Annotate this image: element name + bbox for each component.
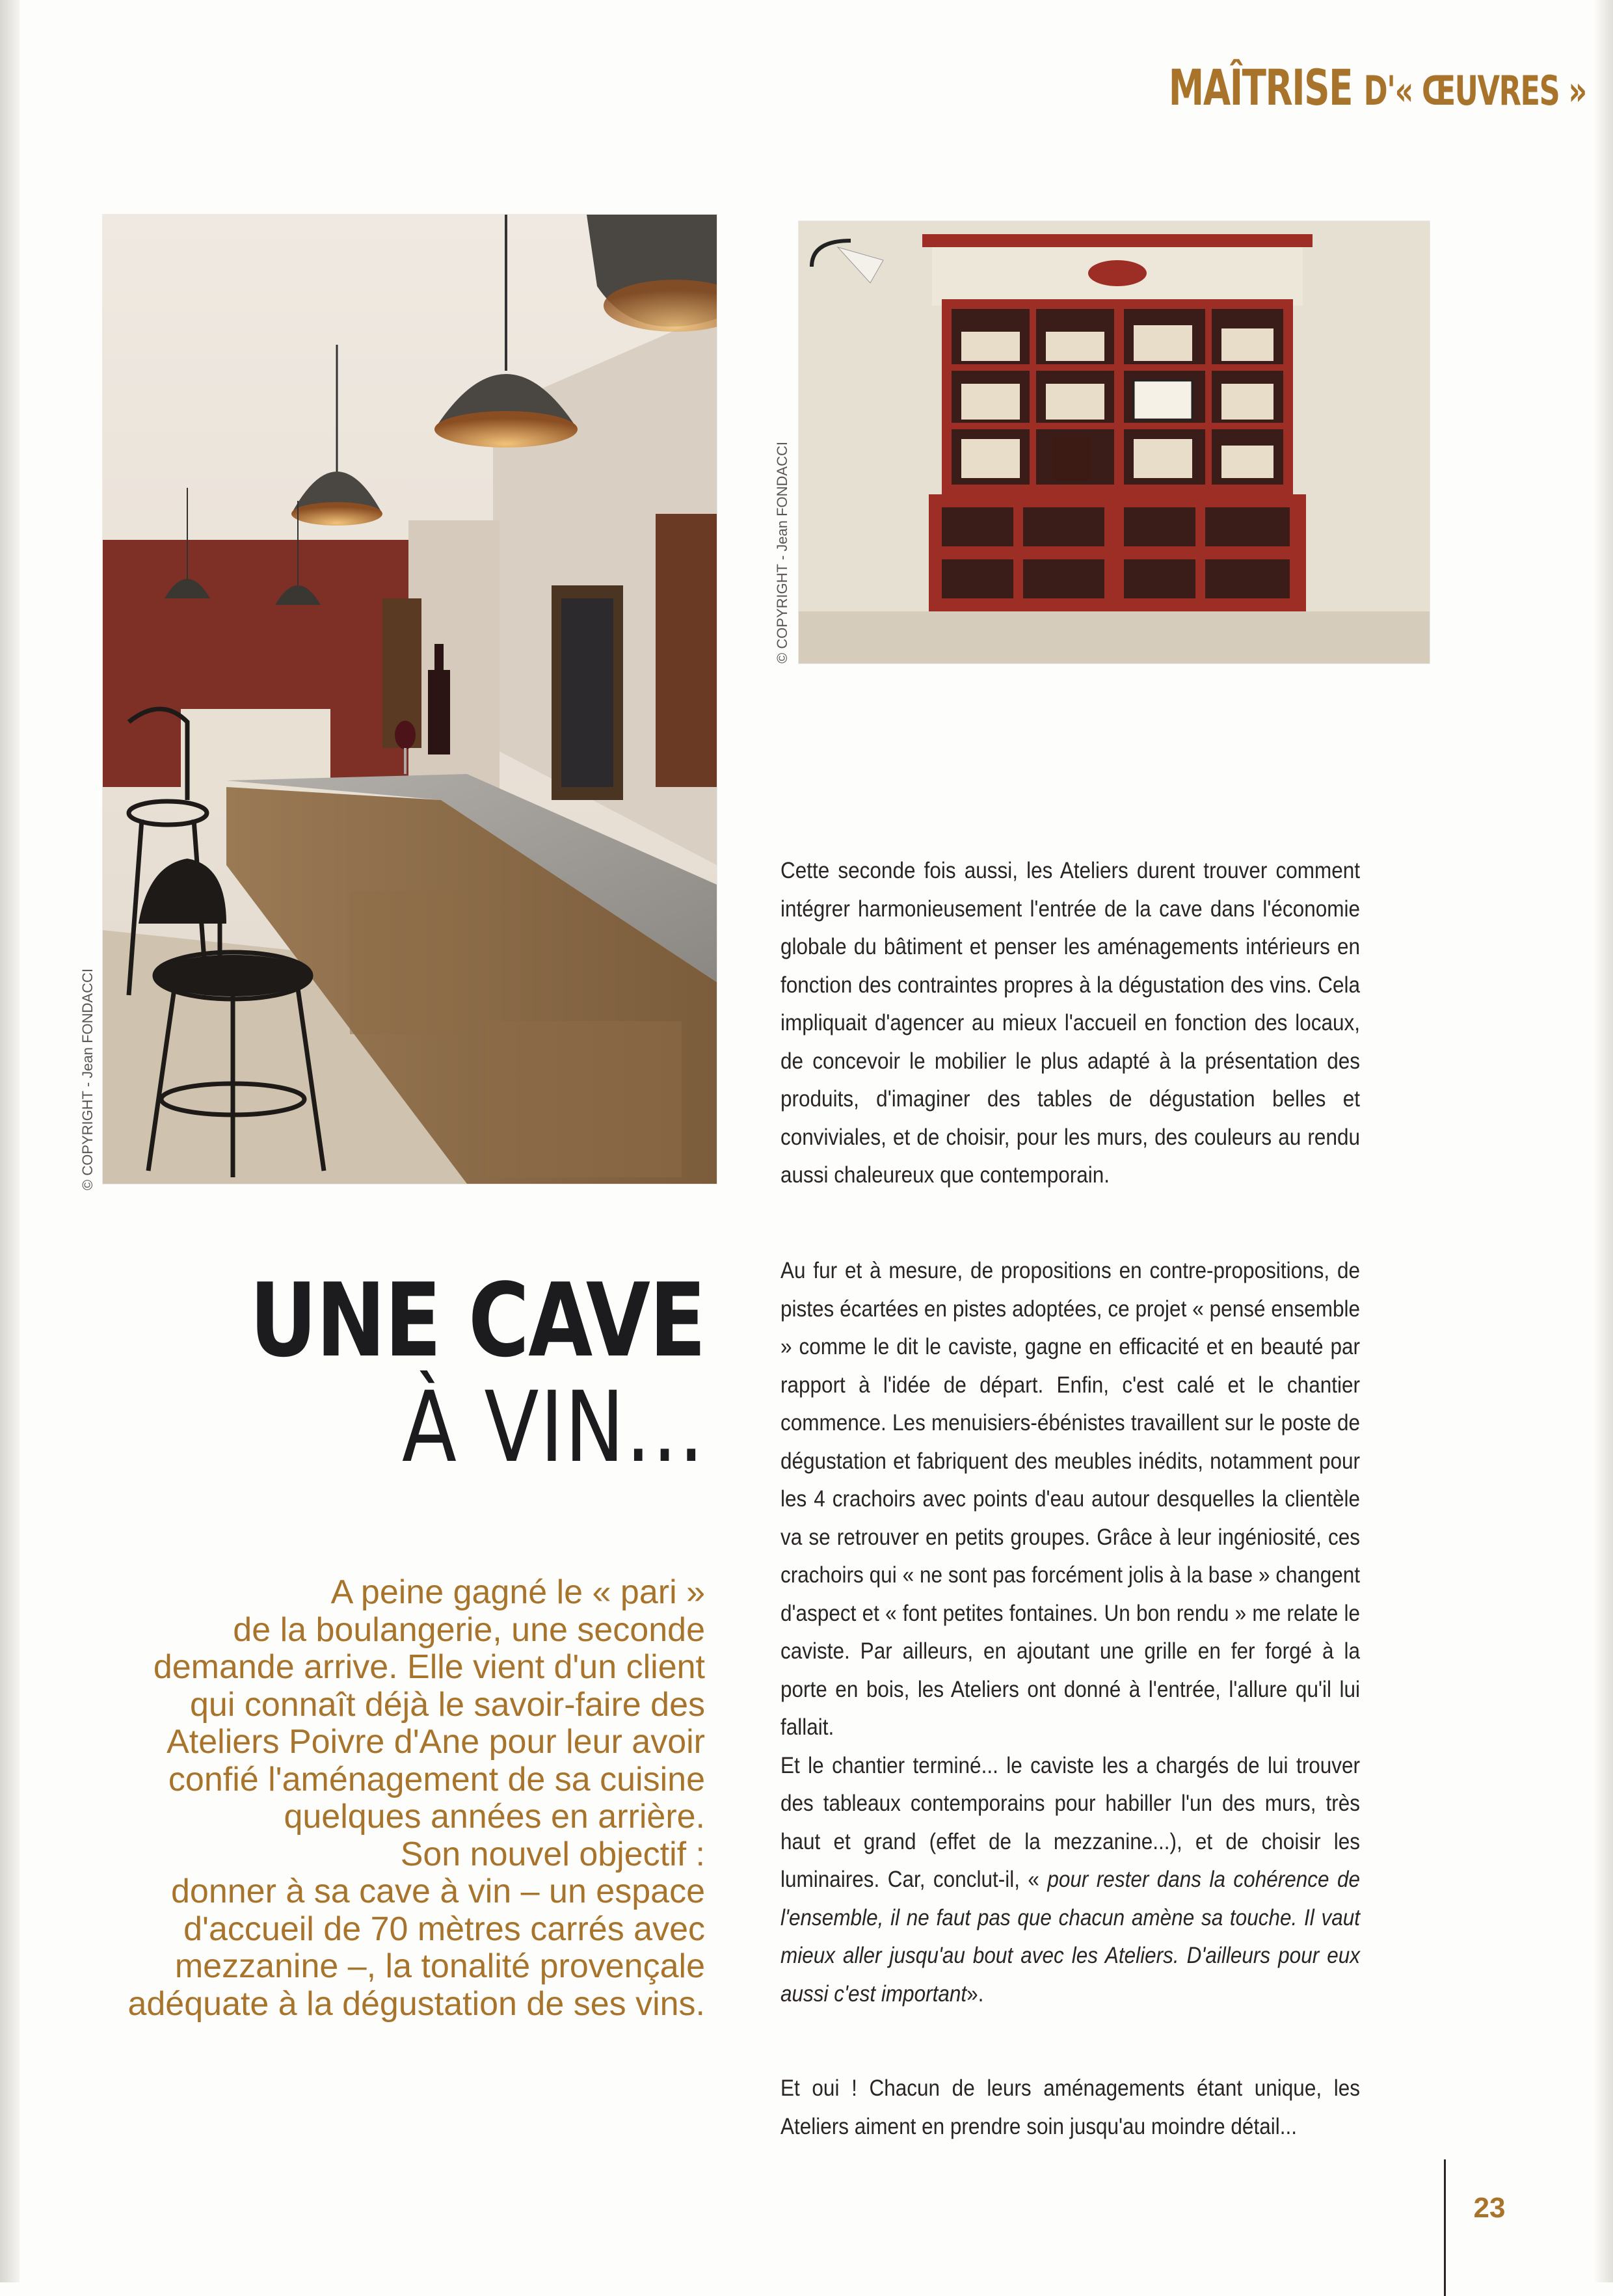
section-title-small: D'« ŒUVRES » bbox=[1363, 67, 1586, 114]
headline-line-1: UNE CAVE bbox=[249, 1261, 706, 1380]
intro-line: A peine gagné le « pari » bbox=[330, 1573, 705, 1611]
body-paragraph-1 bbox=[780, 852, 1360, 1195]
body-paragraph-3-end: ». bbox=[966, 1981, 984, 2007]
body-paragraph-4-text: Et oui ! Chacun de leurs aménagements étant unique, les Ateliers aiment en prendre soin jusqu'au moindre détail... bbox=[780, 2076, 1360, 2139]
wine-shelf-illustration bbox=[799, 221, 1430, 663]
photo-credit-bar: © COPYRIGHT - Jean FONDACCI bbox=[79, 968, 96, 1190]
intro-paragraph bbox=[85, 1574, 705, 2023]
folio-rule bbox=[1444, 2159, 1446, 2296]
section-title bbox=[1168, 52, 1586, 124]
intro-line: Son nouvel objectif : bbox=[400, 1835, 705, 1873]
wine-shelf-photo bbox=[799, 221, 1430, 663]
body-paragraph-2: Au fur et à mesure, de propositions en contre-propositions, de pistes écartées en pistes adoptées, ce projet « pensé ensemble » comme le dit le caviste, gagne en efficacité et en beauté par rapport à l'idée de départ. Enfin, c'est calé et le chantier commence. Les menuisiers-ébénistes travaillent sur le poste de dégustation et fabriquent des meubles inédits, notamment pour les 4 crachoirs avec points d'eau autour desquelles la clientèle va se retrouver en petits groupes. Grâce à leur ingéniosité, ces crachoirs qui « ne sont pas forcément jolis à la base » changent d'aspect et « font petites fontaines. Un bon rendu » me relate le caviste. Par ailleurs, en ajoutant une grille en fer forgé à la porte en bois, les Ateliers ont donné à l'entrée, l'allure qu'il lui fallait. bbox=[780, 1258, 1360, 1740]
intro-line: qui connaît déjà le savoir-faire des bbox=[189, 1685, 705, 1724]
photo-credit-shelf: © COPYRIGHT - Jean FONDACCI bbox=[774, 442, 790, 663]
intro-line: confié l'aménagement de sa cuisine bbox=[168, 1760, 705, 1798]
section-title-main: MAÎTRISE bbox=[1168, 59, 1353, 116]
body-paragraph-1-text: Cette seconde fois aussi, les Ateliers durent trouver comment intégrer harmonieusement l'entrée de la cave dans l'économie globale du bâtiment et penser les aménagements intérieurs en fonction des contraintes propres à la dégustation des vins. Cela impliquait d'agencer au mieux l'accueil en fonction des locaux, de concevoir le mobilier le plus adapté à la présentation des produits, d'imaginer des tables de dégustation belles et conviviales, et de choisir, pour les murs, des couleurs au rendu aussi chaleureux que contemporain. bbox=[780, 858, 1360, 1188]
intro-line: demande arrive. Elle vient d'un client bbox=[153, 1648, 705, 1686]
body-paragraph-3-start: Et le chantier terminé... le caviste les a chargés de lui trouver des tableaux contemporains pour habiller l'un des murs, très haut et grand (effet de la mezzanine...), et de choisir les luminaires. Car, conclut-il, « bbox=[780, 1752, 1360, 1892]
page-edge-right bbox=[1593, 0, 1613, 2282]
page-edge-left bbox=[0, 0, 20, 2282]
intro-line: quelques années en arrière. bbox=[284, 1798, 705, 1835]
page-number: 23 bbox=[1473, 2192, 1506, 2224]
wine-bar-photo bbox=[103, 215, 717, 1184]
intro-line: de la boulangerie, une seconde bbox=[233, 1610, 705, 1649]
wine-bar-illustration bbox=[103, 215, 717, 1184]
body-paragraph-3-quote: pour rester dans la cohérence de l'ensemble, il ne faut pas que chacun amène sa touche. Il vaut mieux aller jusqu'au bout avec les Ateliers. D'ailleurs pour eux aussi c'est important bbox=[780, 1867, 1360, 2007]
headline-line-2: À VIN... bbox=[401, 1371, 705, 1484]
body-paragraphs-2-3 bbox=[780, 1252, 1360, 2013]
intro-line: adéquate à la dégustation de ses vins. bbox=[127, 1984, 705, 2023]
intro-line: donner à sa cave à vin – un espace bbox=[170, 1873, 705, 1910]
body-paragraph-3 bbox=[780, 1747, 1360, 2014]
intro-line: d'accueil de 70 mètres carrés avec bbox=[183, 1910, 705, 1948]
intro-line: mezzanine –, la tonalité provençale bbox=[174, 1947, 705, 1985]
headline bbox=[98, 1261, 706, 1484]
body-paragraph-4 bbox=[780, 2070, 1360, 2146]
intro-line: Ateliers Poivre d'Ane pour leur avoir bbox=[167, 1723, 705, 1761]
